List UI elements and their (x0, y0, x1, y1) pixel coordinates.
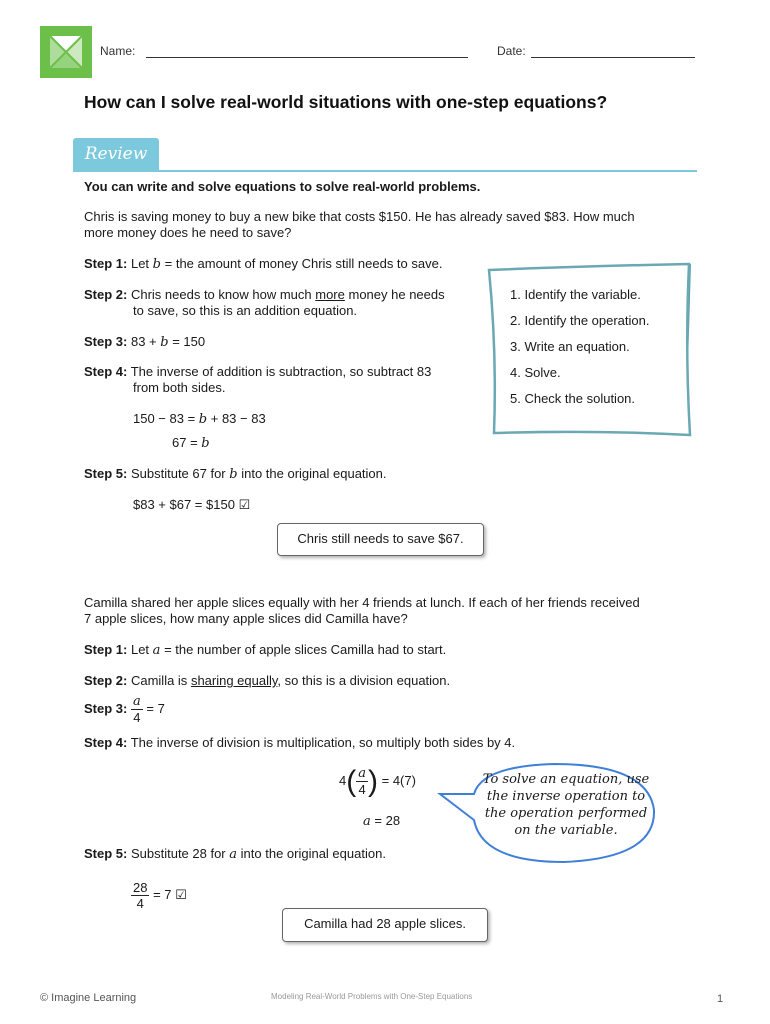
problem2-answer-box: Camilla had 28 apple slices. (282, 908, 488, 942)
step-text: = the number of apple slices Camilla had to start. (164, 642, 447, 657)
page-title: How can I solve real-world situations with one-step equations? (84, 92, 608, 112)
step-text: Substitute 67 for (130, 466, 226, 481)
variable: a (152, 643, 161, 658)
equation-part: = 4(7) (381, 772, 416, 788)
step-text: into the original equation. (240, 846, 386, 861)
step-text: The inverse of division is multiplication, so multiply both sides by 4. (130, 735, 516, 750)
date-field[interactable] (531, 57, 695, 58)
step-label: Step 3: (84, 700, 128, 716)
problem2-step2 (84, 672, 450, 689)
variable: a (363, 814, 371, 829)
variable: b (198, 412, 208, 427)
step-text: Camilla is (130, 673, 188, 688)
underlined-phrase: sharing equally (190, 673, 278, 688)
date-label: Date: (497, 44, 526, 58)
steps-list-item: 2. Identify the operation. (510, 313, 650, 328)
steps-list-item: 5. Check the solution. (510, 391, 636, 406)
name-label: Name: (100, 44, 136, 58)
fraction-numerator: a (358, 766, 366, 781)
steps-list (510, 282, 649, 412)
step-text: The inverse of addition is subtraction, so subtract 83 (130, 364, 432, 379)
problem1-work-line1 (133, 410, 266, 428)
variable: a (229, 847, 238, 862)
step-text: = the amount of money Chris still needs to save. (164, 256, 443, 271)
step-label: Step 4: (84, 735, 128, 750)
underlined-word: more (315, 287, 345, 302)
step-text: into the original equation. (241, 466, 387, 481)
problem1-step5 (84, 465, 387, 483)
steps-list-item: 4. Solve. (510, 365, 561, 380)
problem2-check (131, 880, 187, 911)
equation-part: = 7 ☑ (153, 886, 187, 902)
problem1-step3 (84, 333, 205, 351)
problem1-answer-box: Chris still needs to save $67. (277, 523, 484, 556)
problem1-step1 (84, 255, 442, 273)
step-text: Let (130, 256, 150, 271)
step-label: Step 2: (84, 287, 128, 302)
footer-title: Modeling Real-World Problems with One-Step Equations (271, 992, 473, 1001)
page-number: 1 (717, 993, 724, 1005)
intro-text: You can write and solve equations to solve real-world problems. (84, 179, 481, 194)
step-text: Substitute 28 for (130, 846, 226, 861)
fraction-denominator: 4 (358, 782, 366, 797)
step-label: Step 4: (84, 364, 128, 379)
fraction-denominator: 4 (136, 896, 144, 911)
step-label: Step 2: (84, 673, 128, 688)
fraction (131, 880, 149, 911)
close-paren: ) (368, 765, 378, 798)
step-text: Chris needs to know how much (130, 287, 312, 302)
equation-part: 67 = (172, 435, 198, 450)
review-divider (73, 170, 697, 172)
copyright: © Imagine Learning (40, 992, 137, 1004)
problem1-text-line2: more money does he need to save? (84, 225, 292, 240)
name-field[interactable] (146, 57, 468, 58)
steps-list-item: 1. Identify the variable. (510, 287, 641, 302)
variable: b (229, 467, 238, 482)
imagine-learning-logo (40, 26, 92, 78)
steps-list-item: 3. Write an equation. (510, 339, 630, 354)
problem1-step4 (84, 363, 431, 380)
fraction (131, 694, 143, 725)
equation-part: = 7 (146, 700, 165, 716)
fraction-denominator: 4 (133, 710, 141, 725)
step-label: Step 1: (84, 642, 128, 657)
step-text: money he needs (348, 287, 445, 302)
fraction-numerator: 28 (133, 880, 148, 895)
problem1-check: $83 + $67 = $150 ☑ (133, 497, 251, 512)
step-label: Step 1: (84, 256, 128, 271)
problem1-work-line2 (172, 434, 210, 452)
problem1-step2 (84, 286, 445, 303)
problem2-step5 (84, 845, 386, 863)
problem1-step4-line2: from both sides. (133, 380, 226, 395)
step-text: Let (130, 642, 150, 657)
fraction-numerator: a (132, 694, 141, 709)
equation-part: 150 − 83 = (133, 411, 196, 426)
coefficient: 4 (339, 772, 347, 788)
problem2-step1 (84, 641, 446, 659)
equation-part: 83 + (130, 334, 157, 349)
open-paren: ( (346, 765, 357, 798)
problem2-work-line1 (339, 766, 416, 797)
problem2-step4 (84, 734, 515, 751)
fraction (356, 766, 368, 797)
equation-part: = 150 (172, 334, 206, 349)
review-tab: Review (73, 138, 159, 171)
variable: b (152, 257, 161, 272)
step-label: Step 3: (84, 334, 128, 349)
problem1-step2-line2: to save, so this is an addition equation. (133, 303, 358, 318)
step-text: , so this is a division equation. (277, 673, 451, 688)
problem2-text-line1: Camilla shared her apple slices equally with her 4 friends at lunch. If each of her friends received (84, 595, 640, 610)
hint-text: To solve an equation, use the inverse operation to the operation performed on the variable. (482, 772, 650, 838)
equation-part: + 83 − 83 (210, 411, 266, 426)
step-label: Step 5: (84, 466, 128, 481)
problem2-work-line2 (363, 812, 400, 830)
equation-part: = 28 (374, 813, 401, 828)
problem2-text-line2: 7 apple slices, how many apple slices did Camilla have? (84, 611, 408, 626)
problem2-step3 (84, 694, 165, 725)
variable: b (160, 335, 169, 350)
variable: b (201, 436, 210, 451)
step-label: Step 5: (84, 846, 128, 861)
problem1-text-line1: Chris is saving money to buy a new bike that costs $150. He has already saved $83. How much (84, 209, 635, 224)
